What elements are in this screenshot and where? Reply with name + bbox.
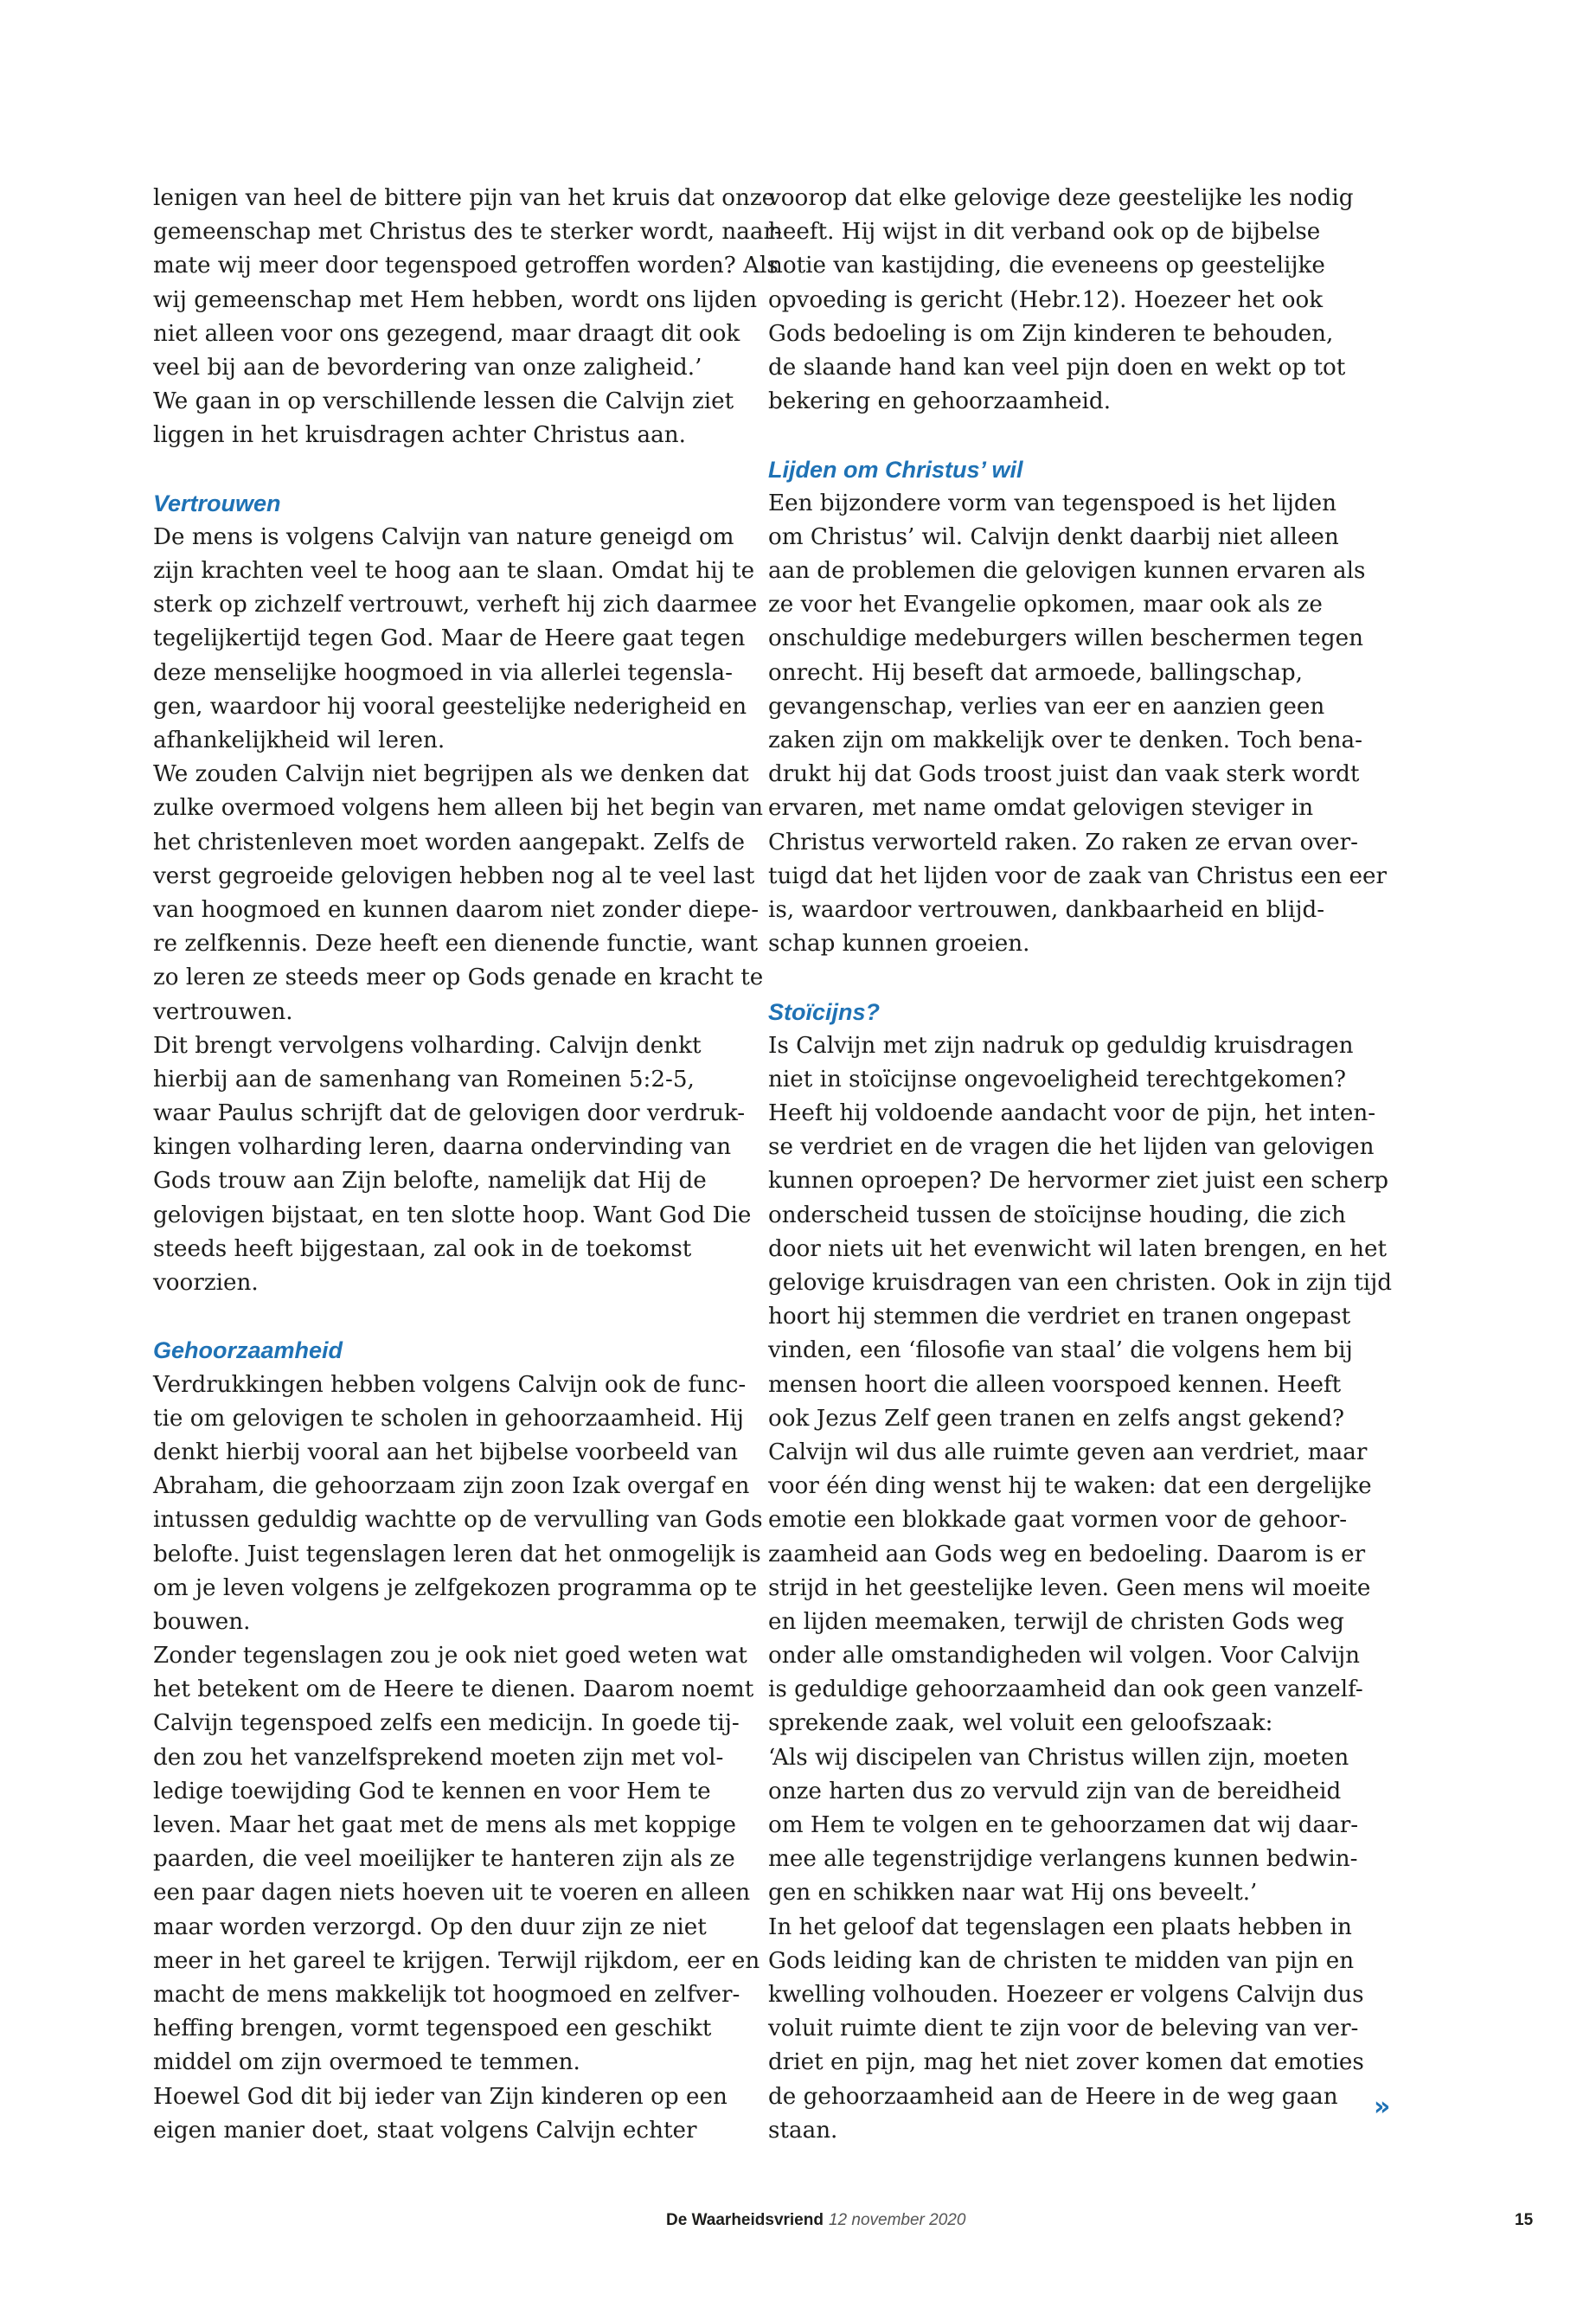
- text-line: Calvijn wil dus alle ruimte geven aan verdriet, maar: [768, 1439, 1368, 1465]
- text-line: door niets uit het evenwicht wil laten brengen, en het: [768, 1235, 1387, 1262]
- text-line: onze harten dus zo vervuld zijn van de bereidheid: [768, 1778, 1342, 1804]
- text-line: Gods bedoeling is om Zijn kinderen te behouden,: [768, 320, 1334, 347]
- text-line: In het geloof dat tegenslagen een plaats hebben in: [768, 1913, 1352, 1940]
- heading-stoicijns: Stoïcijns?: [768, 998, 881, 1025]
- text-line: notie van kastijding, die eveneens op geestelijke: [768, 253, 1325, 279]
- text-line: se verdriet en de vragen die het lijden van gelovigen: [768, 1134, 1375, 1161]
- text-line: Verdrukkingen hebben volgens Calvijn ook de func-: [153, 1371, 747, 1398]
- text-line: leven. Maar het gaat met de mens als met koppige: [153, 1812, 737, 1838]
- text-line: onrecht. Hij beseft dat armoede, ballingschap,: [768, 659, 1303, 686]
- text-line: meer in het gareel te krijgen. Terwijl rijkdom, eer en: [153, 1947, 760, 1974]
- text-line: sprekende zaak, wel voluit een geloofszaak:: [768, 1710, 1273, 1737]
- text-line: gen en schikken naar wat Hij ons beveelt.’: [768, 1880, 1258, 1907]
- text-line: ze voor het Evangelie opkomen, maar ook als ze: [768, 592, 1323, 619]
- text-line: paarden, die veel moeilijker te hanteren zijn als ze: [153, 1846, 735, 1873]
- text-line: tie om gelovigen te scholen in gehoorzaamheid. Hij: [153, 1405, 744, 1432]
- text-line: Abraham, die gehoorzaam zijn zoon Izak overgaf en: [153, 1473, 750, 1500]
- magazine-name: De Waarheidsvriend: [666, 2211, 824, 2229]
- text-line: aan de problemen die gelovigen kunnen ervaren als: [768, 558, 1366, 585]
- text-line: Een bijzondere vorm van tegenspoed is het lijden: [768, 490, 1336, 516]
- text-line: re zelfkennis. Deze heeft een dienende functie, want: [153, 931, 758, 958]
- text-line: Gods trouw aan Zijn belofte, namelijk dat Hij de: [153, 1168, 707, 1195]
- text-line: Heeft hij voldoende aandacht voor de pijn, het inten-: [768, 1100, 1376, 1127]
- text-line: Is Calvijn met zijn nadruk op geduldig kruisdragen: [768, 1032, 1354, 1059]
- left-intro: [153, 182, 782, 453]
- text-line: onder alle omstandigheden wil volgen. Voor Calvijn: [768, 1643, 1360, 1670]
- text-line: is, waardoor vertrouwen, dankbaarheid en blijd-: [768, 896, 1325, 923]
- text-line: zijn krachten veel te hoog aan te slaan. Omdat hij te: [153, 558, 755, 585]
- text-line: intussen geduldig wachtte op de vervulling van Gods: [153, 1507, 763, 1534]
- text-line: liggen in het kruisdragen achter Christus aan.: [153, 422, 686, 449]
- text-line: Hoewel God dit bij ieder van Zijn kinderen op een: [153, 2083, 727, 2110]
- text-line: verst gegroeide gelovigen hebben nog al te veel last: [153, 862, 755, 889]
- text-line: onschuldige medeburgers willen beschermen tegen: [768, 625, 1363, 652]
- text-line: voorzien.: [153, 1270, 259, 1296]
- text-line: eigen manier doet, staat volgens Calvijn echter: [153, 2117, 697, 2144]
- text-line: vinden, een ‘filosofie van staal’ die volgens hem bij: [768, 1337, 1353, 1364]
- heading-vertrouwen: Vertrouwen: [153, 490, 281, 516]
- text-line: kwelling volhouden. Hoezeer er volgens Calvijn dus: [768, 1981, 1364, 2008]
- section-gehoorzaamheid-body: [153, 1368, 763, 2148]
- text-line: steeds heeft bijgestaan, zal ook in de toekomst: [153, 1235, 692, 1262]
- footer-publication: [666, 2211, 965, 2230]
- text-line: We gaan in op verschillende lessen die Calvijn ziet: [153, 388, 734, 415]
- text-line: ‘Als wij discipelen van Christus willen zijn, moeten: [768, 1744, 1349, 1771]
- text-line: gemeenschap met Christus des te sterker wordt, naar-: [153, 219, 782, 246]
- text-line: vertrouwen.: [153, 998, 293, 1025]
- text-line: heffing brengen, vormt tegenspoed een geschikt: [153, 2016, 712, 2042]
- text-line: hierbij aan de samenhang van Romeinen 5:2-5,: [153, 1066, 695, 1093]
- text-line: We zouden Calvijn niet begrijpen als we denken dat: [153, 761, 749, 788]
- text-line: niet alleen voor ons gezegend, maar draagt dit ook: [153, 320, 740, 347]
- text-line: zo leren ze steeds meer op Gods genade en kracht te: [153, 965, 764, 991]
- text-line: afhankelijkheid wil leren.: [153, 727, 445, 753]
- text-line: zaken zijn om makkelijk over te denken. Toch bena-: [768, 727, 1363, 753]
- text-line: gelovigen bijstaat, en ten slotte hoop. Want God Die: [153, 1202, 752, 1228]
- text-line: maar worden verzorgd. Op den duur zijn ze niet: [153, 1913, 707, 1940]
- text-line: schap kunnen groeien.: [768, 931, 1030, 958]
- text-line: macht de mens makkelijk tot hoogmoed en zelfver-: [153, 1981, 740, 2008]
- text-line: voorop dat elke gelovige deze geestelijke les nodig: [768, 185, 1354, 211]
- text-line: gevangenschap, verlies van eer en aanzien geen: [768, 693, 1325, 720]
- text-line: heeft. Hij wijst in dit verband ook op de bijbelse: [768, 219, 1321, 246]
- text-line: drukt hij dat Gods troost juist dan vaak sterk wordt: [768, 761, 1360, 788]
- text-line: het betekent om de Heere te dienen. Daarom noemt: [153, 1676, 754, 1703]
- heading-gehoorzaamheid: Gehoorzaamheid: [153, 1337, 343, 1364]
- text-line: is geduldige gehoorzaamheid dan ook geen vanzelf-: [768, 1676, 1363, 1703]
- text-line: Zonder tegenslagen zou je ook niet goed weten wat: [153, 1643, 747, 1670]
- text-line: Gods leiding kan de christen te midden van pijn en: [768, 1947, 1355, 1974]
- text-line: opvoeding is gericht (Hebr.12). Hoezeer het ook: [768, 286, 1324, 313]
- text-line: driet en pijn, mag het niet zover komen dat emoties: [768, 2049, 1364, 2076]
- text-line: en lijden meemaken, terwijl de christen Gods weg: [768, 1608, 1344, 1635]
- text-line: emotie een blokkade gaat vormen voor de gehoor-: [768, 1507, 1348, 1534]
- page-number: 15: [1515, 2211, 1534, 2229]
- text-line: middel om zijn overmoed te temmen.: [153, 2049, 580, 2076]
- text-line: Dit brengt vervolgens volharding. Calvijn denkt: [153, 1032, 702, 1059]
- text-line: deze menselijke hoogmoed in via allerlei tegensla-: [153, 659, 733, 686]
- text-line: tegelijkertijd tegen God. Maar de Heere gaat tegen: [153, 625, 746, 652]
- text-line: mee alle tegenstrijdige verlangens kunnen bedwin-: [768, 1846, 1358, 1873]
- text-line: hoort hij stemmen die verdriet en tranen ongepast: [768, 1304, 1351, 1330]
- text-line: onderscheid tussen de stoïcijnse houding, die zich: [768, 1202, 1346, 1228]
- left-column: [153, 182, 782, 2148]
- text-line: zulke overmoed volgens hem alleen bij het begin van: [153, 795, 764, 822]
- continue-arrow-icon: »: [1374, 2092, 1391, 2122]
- text-line: sterk op zichzelf vertrouwt, verheft hij zich daarmee: [153, 592, 758, 619]
- section-vertrouwen-body: [153, 521, 764, 1300]
- text-line: Calvijn tegenspoed zelfs een medicijn. In goede tij-: [153, 1710, 740, 1737]
- text-line: ervaren, met name omdat gelovigen steviger in: [768, 795, 1314, 822]
- text-line: een paar dagen niets hoeven uit te voeren en alleen: [153, 1880, 751, 1907]
- text-line: denkt hierbij vooral aan het bijbelse voorbeeld van: [153, 1439, 738, 1465]
- text-line: om je leven volgens je zelfgekozen programma op te: [153, 1574, 758, 1601]
- text-line: staan.: [768, 2117, 838, 2144]
- text-line: niet in stoïcijnse ongevoeligheid terechtgekomen?: [768, 1066, 1347, 1093]
- heading-lijden-om-christus-wil: Lijden om Christus’ wil: [768, 456, 1023, 483]
- issue-date: 12 november 2020: [828, 2211, 966, 2229]
- text-line: om Christus’ wil. Calvijn denkt daarbij niet alleen: [768, 523, 1339, 550]
- text-line: gelovige kruisdragen van een christen. Ook in zijn tijd: [768, 1270, 1393, 1296]
- text-line: zaamheid aan Gods weg en bedoeling. Daarom is er: [768, 1541, 1366, 1567]
- section-stoicijns-body: [768, 1029, 1393, 2148]
- text-line: het christenleven moet worden aangepakt. Zelfs de: [153, 829, 745, 856]
- text-line: bekering en gehoorzaamheid.: [768, 388, 1112, 415]
- text-line: strijd in het geestelijke leven. Geen mens wil moeite: [768, 1574, 1371, 1601]
- right-column: [768, 182, 1393, 2148]
- text-line: den zou het vanzelfsprekend moeten zijn met vol-: [153, 1744, 724, 1771]
- text-line: lenigen van heel de bittere pijn van het kruis dat onze: [153, 185, 776, 211]
- text-line: veel bij aan de bevordering van onze zaligheid.’: [153, 354, 702, 381]
- section-lijden-body: [768, 487, 1388, 962]
- text-line: wij gemeenschap met Hem hebben, wordt ons lijden: [153, 286, 758, 313]
- text-line: tuigd dat het lijden voor de zaak van Christus een eer: [768, 862, 1388, 889]
- text-line: mensen hoort die alleen voorspoed kennen. Heeft: [768, 1371, 1342, 1398]
- text-line: voor één ding wenst hij te waken: dat een dergelijke: [768, 1473, 1372, 1500]
- text-line: kunnen oproepen? De hervormer ziet juist een scherp: [768, 1168, 1389, 1195]
- text-line: belofte. Juist tegenslagen leren dat het onmogelijk is: [153, 1541, 761, 1567]
- text-line: mate wij meer door tegenspoed getroffen worden? Als: [153, 253, 779, 279]
- text-line: gen, waardoor hij vooral geestelijke nederigheid en: [153, 693, 747, 720]
- right-intro: [768, 182, 1365, 419]
- text-line: voluit ruimte dient te zijn voor de beleving van ver-: [768, 2016, 1359, 2042]
- text-line: van hoogmoed en kunnen daarom niet zonder diepe-: [153, 896, 760, 923]
- text-line: bouwen.: [153, 1608, 251, 1635]
- text-line: de gehoorzaamheid aan de Heere in de weg gaan: [768, 2083, 1338, 2110]
- text-line: ledige toewijding God te kennen en voor Hem te: [153, 1778, 711, 1804]
- text-line: ook Jezus Zelf geen tranen en zelfs angst gekend?: [768, 1405, 1345, 1432]
- text-line: waar Paulus schrijft dat de gelovigen door verdruk-: [153, 1100, 746, 1127]
- text-line: Christus verworteld raken. Zo raken ze ervan over-: [768, 829, 1359, 856]
- text-line: De mens is volgens Calvijn van nature geneigd om: [153, 523, 734, 550]
- text-line: kingen volharding leren, daarna ondervinding van: [153, 1134, 732, 1161]
- text-line: de slaande hand kan veel pijn doen en wekt op tot: [768, 354, 1346, 381]
- text-line: om Hem te volgen en te gehoorzamen dat wij daar-: [768, 1812, 1359, 1838]
